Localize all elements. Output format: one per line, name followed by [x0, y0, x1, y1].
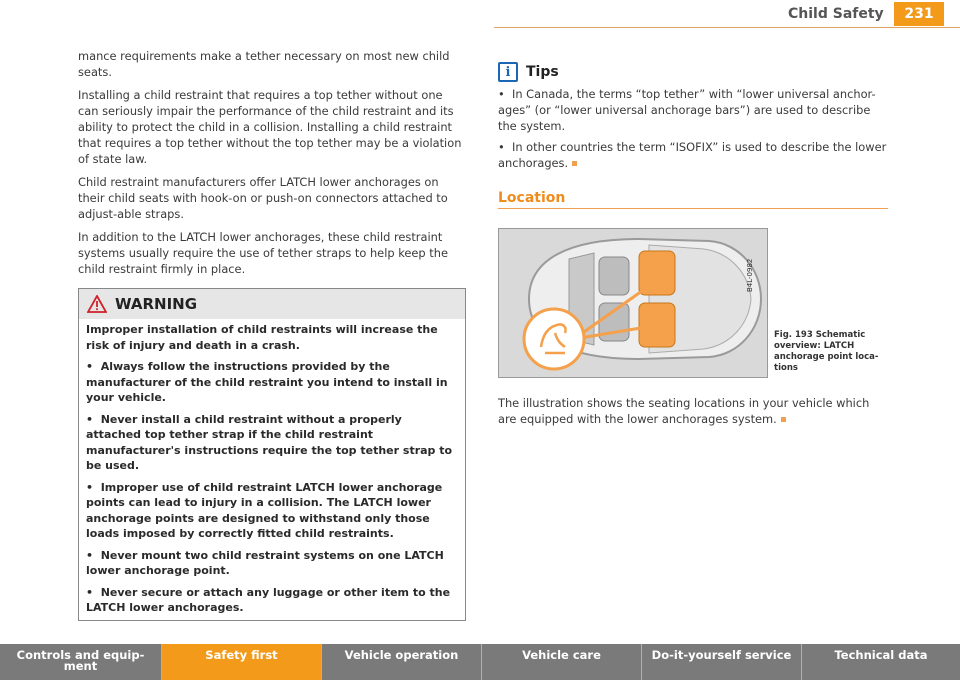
- paragraph: In addition to the LATCH lower anchorages, these child restraint systems usually require the use of tether straps to help keep the child restraint firmly in place.: [78, 230, 448, 276]
- left-column: [78, 48, 466, 284]
- figure-caption: Fig. 193 Schematic overview: LATCH anchorage point loca-tions: [774, 330, 879, 373]
- warning-body: [79, 319, 465, 620]
- tips-header: [498, 62, 559, 82]
- footer-tab-technical[interactable]: Technical data: [834, 648, 928, 662]
- car-schematic-icon: [499, 229, 768, 378]
- paragraph: Installing a child restraint that requires a top tether without one can seriously impair the performance of the child restraint and its ability to protect the child in a collision. Installing a child restraint that requires a top tether without the top tether may be a violation of state law.: [78, 88, 462, 166]
- page-header-title: Child Safety: [788, 6, 884, 22]
- location-rule: [498, 208, 888, 209]
- figure-code: B4L-0982: [746, 258, 754, 292]
- header-rule: [494, 27, 960, 28]
- location-paragraph: The illustration shows the seating locations in your vehicle which are equipped with the lower anchorages system.: [498, 396, 870, 426]
- warning-box: [78, 288, 466, 621]
- page-number: 231: [894, 2, 944, 26]
- footer-tab-diy[interactable]: Do-it-yourself service: [642, 644, 802, 680]
- latch-figure: [498, 228, 768, 378]
- warning-title: WARNING: [115, 295, 198, 313]
- warning-bullet: • Never secure or attach any luggage or other item to the LATCH lower anchorages.: [86, 585, 459, 616]
- tips-bullet: • In other countries the term “ISOFIX” is used to describe the lower anchorages.: [498, 140, 886, 170]
- tips-bullet-wrap: [498, 139, 888, 171]
- tips-title: Tips: [526, 64, 559, 80]
- end-mark-icon: [572, 161, 577, 166]
- footer-tab-safety[interactable]: Safety first: [162, 644, 322, 680]
- footer-nav: [0, 644, 960, 680]
- warning-bullet: • Always follow the instructions provided by the manufacturer of the child restraint you intend to install in your vehicle.: [86, 359, 459, 406]
- warning-bullet: • Improper use of child restraint LATCH lower anchorage points can lead to injury in a collision. The LATCH lower anchorage points are designed to withstand only those loads imposed by correctly fitted child restraints.: [86, 480, 459, 542]
- tips-body: [498, 86, 888, 176]
- warning-intro: Improper installation of child restraints will increase the risk of injury and death in a crash.: [86, 323, 438, 352]
- location-heading: Location: [498, 190, 566, 206]
- tips-bullet: • In Canada, the terms “top tether” with “lower universal anchor-ages” (or “lower universal anchorage bars”) are used to describe the system.: [498, 86, 888, 134]
- warning-header: [79, 289, 465, 319]
- footer-tab-controls[interactable]: Controls and equip-ment: [0, 644, 162, 680]
- paragraph: Child restraint manufacturers offer LATCH lower anchorages on their child seats with hook-on or push-on connectors attached to adjust-able straps.: [78, 175, 448, 221]
- warning-bullet: • Never install a child restraint without a properly attached top tether strap if the child restraint manufacturer's instructions require the top tether strap to be used.: [86, 412, 459, 474]
- location-text: [498, 395, 888, 427]
- paragraph: mance requirements make a tether necessary on most new child seats.: [78, 49, 450, 79]
- warning-triangle-icon: [87, 295, 107, 313]
- end-mark-icon: [781, 417, 786, 422]
- footer-tab-vehicle-care[interactable]: Vehicle care: [482, 644, 642, 680]
- footer-tab-vehicle-operation[interactable]: Vehicle operation: [322, 644, 482, 680]
- info-icon: i: [498, 62, 518, 82]
- warning-bullet: • Never mount two child restraint systems on one LATCH lower anchorage point.: [86, 548, 459, 579]
